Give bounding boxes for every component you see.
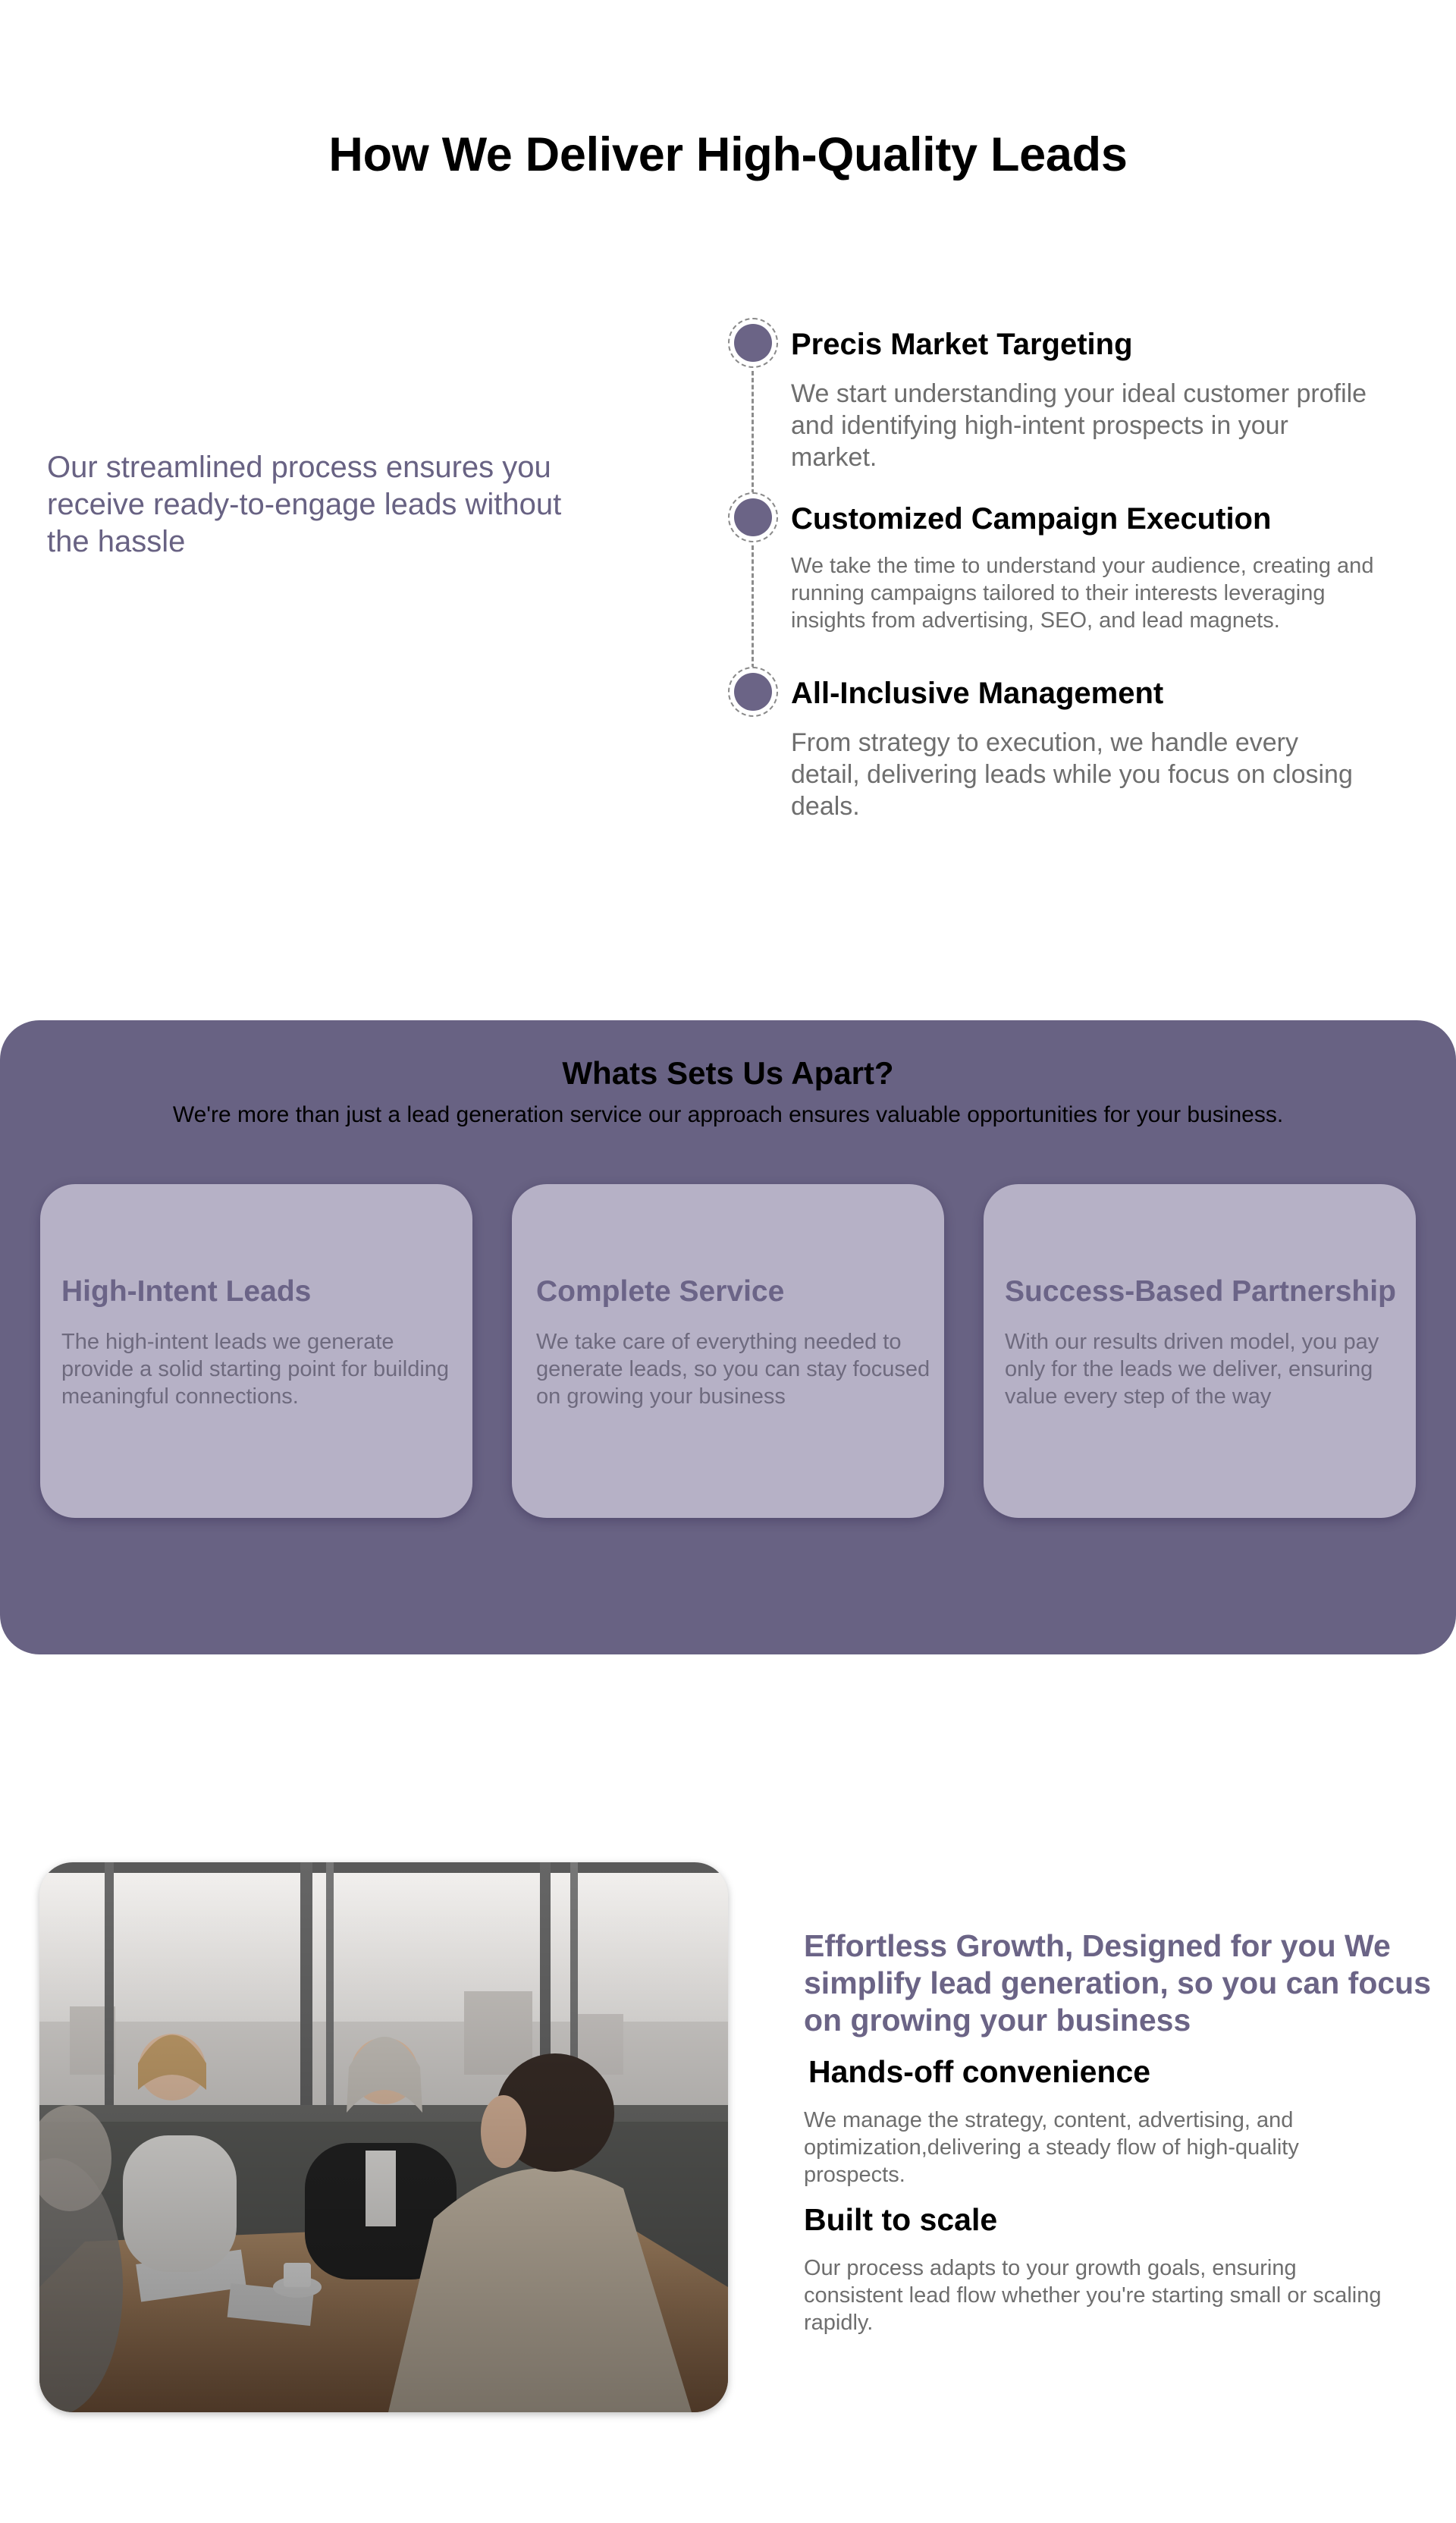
apart-subtitle: We're more than just a lead generation service our approach ensures valuable opportunities for your business. bbox=[172, 1102, 1284, 1127]
step-title: Precis Market Targeting bbox=[791, 328, 1133, 361]
growth-section bbox=[0, 1654, 1456, 2523]
timeline-connector bbox=[752, 545, 754, 668]
process-title: How We Deliver High-Quality Leads bbox=[328, 128, 1128, 181]
apart-title: Whats Sets Us Apart? bbox=[562, 1055, 894, 1091]
team-meeting-photo bbox=[39, 1862, 728, 2412]
step-description: From strategy to execution, we handle every detail, delivering leads while you focus on closing deals. bbox=[791, 728, 1353, 821]
team-meeting-illustration bbox=[39, 1862, 728, 2412]
card-title: High-Intent Leads bbox=[61, 1275, 312, 1308]
process-section bbox=[0, 0, 1456, 1020]
step-description: We take the time to understand your audience, creating and running campaigns tailored to their interests leveraging insights from advertising, SEO, and lead magnets. bbox=[791, 554, 1374, 633]
apart-section bbox=[0, 1020, 1456, 1654]
card-description: With our results driven model, you pay only for the leads we deliver, ensuring value every step of the way bbox=[1005, 1330, 1379, 1409]
step-title: All-Inclusive Management bbox=[791, 677, 1164, 710]
feature-card bbox=[40, 1184, 472, 1518]
card-description: We take care of everything needed to generate leads, so you can stay focused on growing your business bbox=[536, 1330, 930, 1409]
process-intro: Our streamlined process ensures you receive ready-to-engage leads without the hassle bbox=[47, 451, 562, 558]
step-description: We start understanding your ideal customer profile and identifying high-intent prospects in your market. bbox=[791, 379, 1367, 472]
feature-description: We manage the strategy, content, advertising, and optimization,delivering a steady flow of high-quality prospects. bbox=[804, 2108, 1299, 2187]
step-title: Customized Campaign Execution bbox=[791, 502, 1272, 536]
feature-title: Hands-off convenience bbox=[808, 2054, 1151, 2089]
card-title: Success-Based Partnership bbox=[1005, 1275, 1396, 1308]
timeline-connector bbox=[752, 371, 754, 494]
feature-title: Built to scale bbox=[804, 2202, 998, 2237]
feature-card bbox=[984, 1184, 1416, 1518]
step-marker-icon bbox=[728, 318, 778, 368]
feature-card bbox=[512, 1184, 944, 1518]
process-timeline bbox=[728, 319, 1410, 850]
step-marker-icon bbox=[728, 667, 778, 717]
step-marker-icon bbox=[728, 492, 778, 542]
feature-description: Our process adapts to your growth goals, ensuring consistent lead flow whether you're starting small or scaling rapidly. bbox=[804, 2256, 1382, 2335]
card-title: Complete Service bbox=[536, 1275, 785, 1308]
card-description: The high-intent leads we generate provide a solid starting point for building meaningful connections. bbox=[61, 1330, 450, 1409]
growth-headline: Effortless Growth, Designed for you We simplify lead generation, so you can focus on growing your business bbox=[804, 1928, 1432, 2038]
